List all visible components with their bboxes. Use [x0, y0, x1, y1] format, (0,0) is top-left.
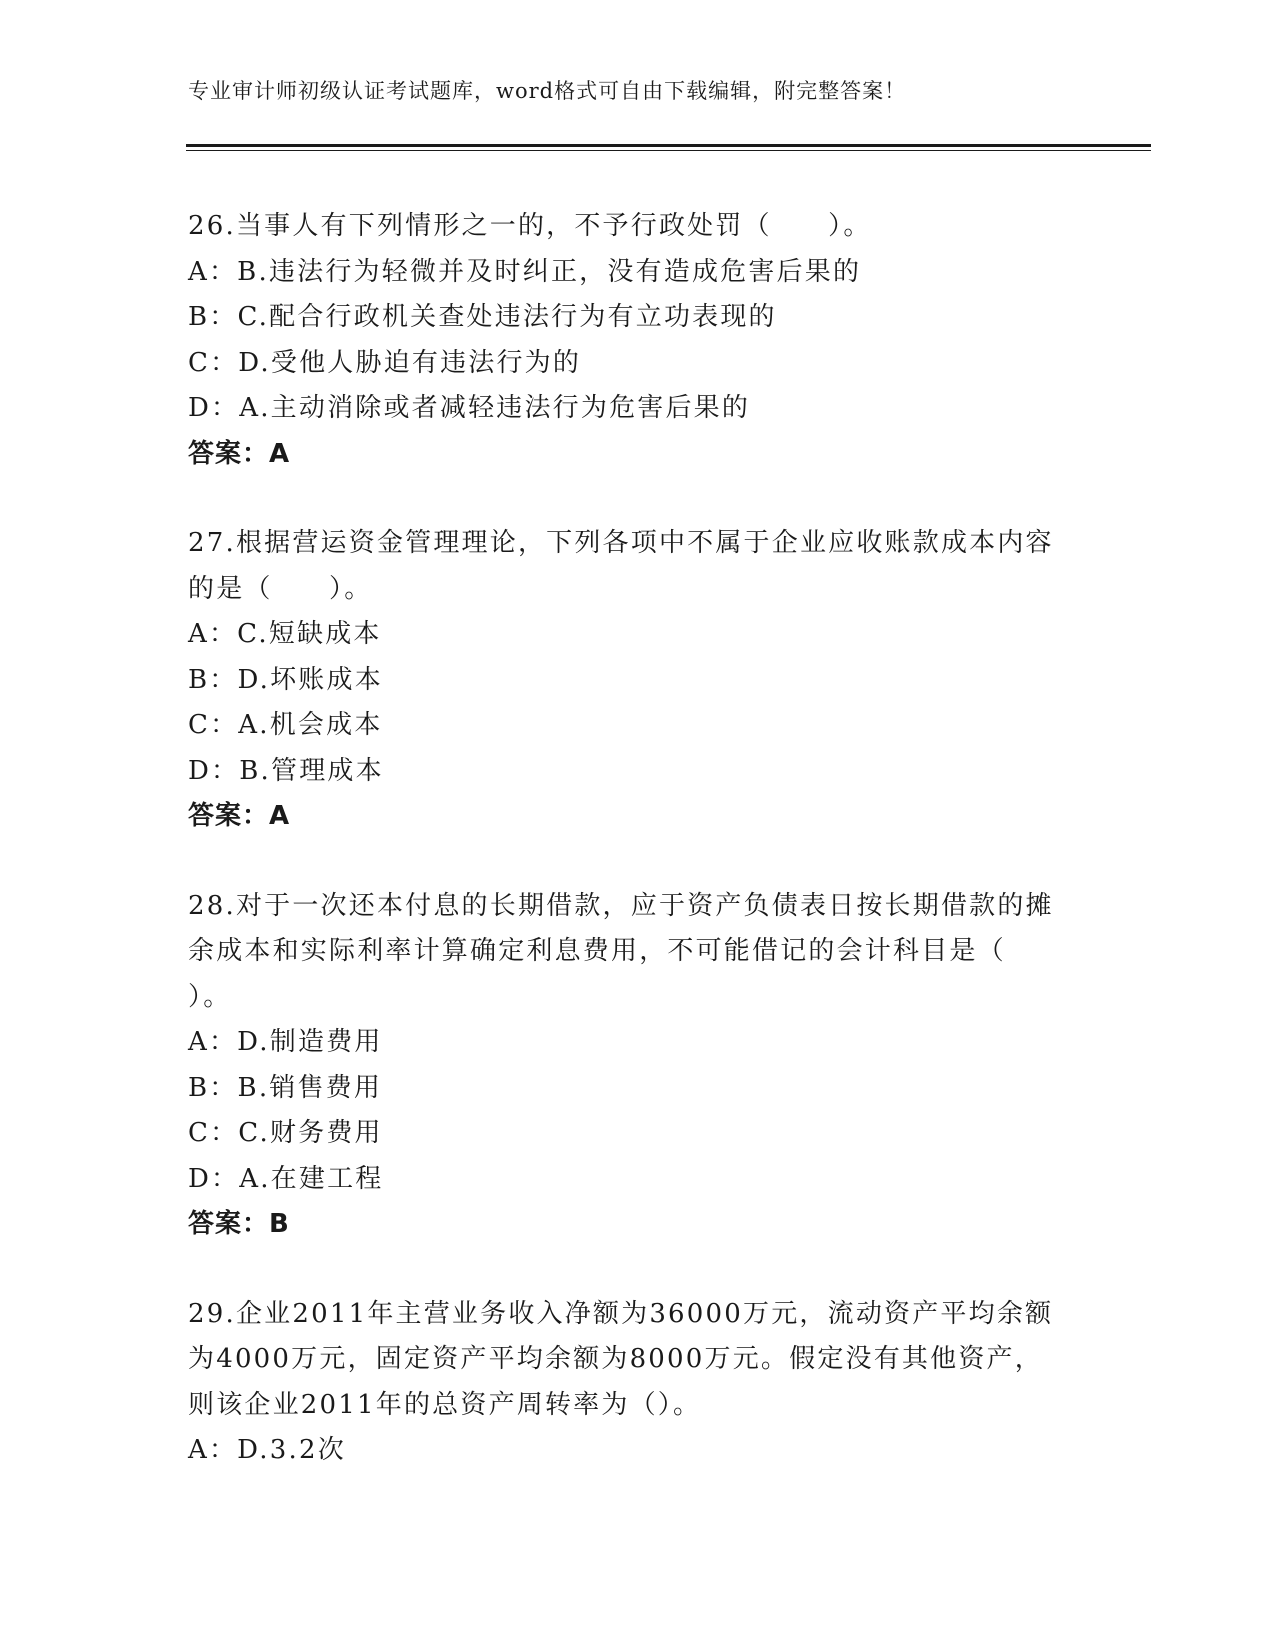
question-stem: 为4000万元，固定资产平均余额为8000万元。假定没有其他资产， [188, 1344, 1043, 1374]
option-d: D：A.在建工程 [188, 1163, 384, 1194]
question-stem: 余成本和实际利率计算确定利息费用，不可能借记的会计科目是（ [188, 936, 1006, 966]
option-a: A：C.短缺成本 [188, 619, 382, 649]
question-stem: 28.对于一次还本付息的长期借款，应于资产负债表日按长期借款的摊 [188, 890, 1054, 921]
option-a: A：D.制造费用 [188, 1027, 383, 1057]
option-c: C：D.受他人胁迫有违法行为的 [188, 347, 582, 378]
answer: 答案：A [188, 801, 291, 831]
option-a: A：D.3.2次 [188, 1435, 346, 1465]
option-d: D：A.主动消除或者减轻违法行为危害后果的 [188, 393, 751, 423]
answer: 答案：A [188, 438, 291, 469]
question-28 [188, 884, 1088, 1248]
question-stem: ）。 [188, 981, 232, 1012]
option-b: B：C.配合行政机关查处违法行为有立功表现的 [188, 302, 777, 332]
question-stem: 的是（ ）。 [188, 573, 373, 604]
page-header: 专业审计师初级认证考试题库，word格式可自由下载编辑，附完整答案！ [188, 79, 907, 103]
question-stem: 27.根据营运资金管理理论，下列各项中不属于企业应收账款成本内容 [188, 528, 1054, 558]
question-list [188, 204, 1088, 1518]
question-stem: 26.当事人有下列情形之一的，不予行政处罚（ ）。 [188, 211, 872, 241]
option-a: A：B.违法行为轻微并及时纠正，没有造成危害后果的 [188, 256, 862, 287]
answer: 答案：B [188, 1209, 290, 1239]
option-c: C：C.财务费用 [188, 1118, 383, 1148]
question-27 [188, 521, 1088, 840]
option-d: D：B.管理成本 [188, 755, 384, 786]
question-stem: 29.企业2011年主营业务收入净额为36000万元，流动资产平均余额 [188, 1298, 1054, 1329]
question-stem: 则该企业2011年的总资产周转率为（）。 [188, 1389, 702, 1420]
header-rule-thin [186, 150, 1151, 151]
option-b: B：D.坏账成本 [188, 664, 383, 695]
option-b: B：B.销售费用 [188, 1072, 383, 1103]
header-rule-thick [186, 144, 1151, 147]
option-c: C：A.机会成本 [188, 710, 383, 740]
question-26 [188, 204, 1088, 477]
question-29 [188, 1292, 1088, 1474]
